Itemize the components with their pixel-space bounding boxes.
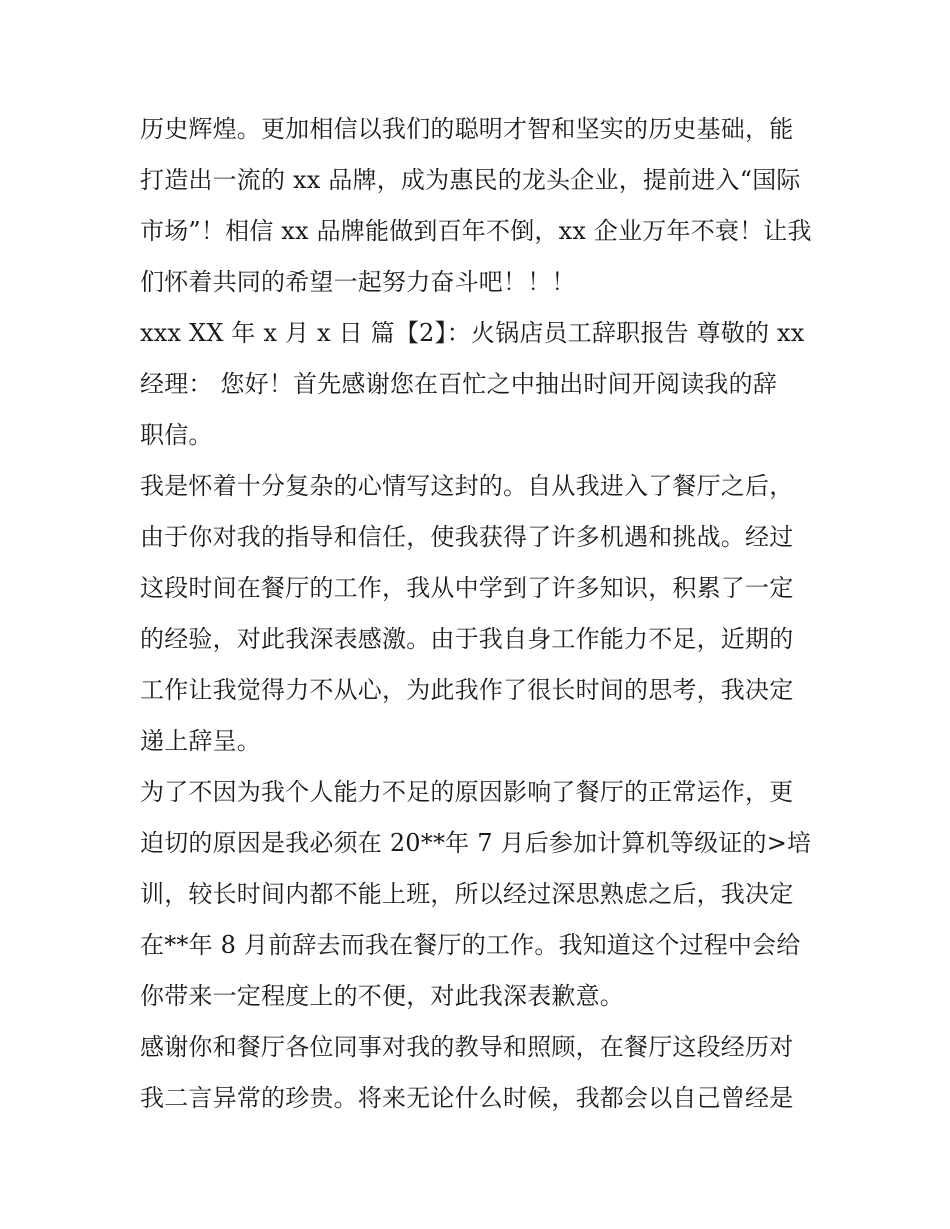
text-line: 我是怀着十分复杂的心情写这封的。自从我进入了餐厅之后， <box>140 472 794 500</box>
paragraph-4 <box>140 767 812 1022</box>
text-line: 打造出一流的 xx 品牌，成为惠民的龙头企业，提前进入“国际 <box>140 166 801 194</box>
paragraph-2 <box>140 308 812 461</box>
text-line: 迫切的原因是我必须在 20**年 7 月后参加计算机等级证的>培 <box>140 829 812 857</box>
text-line: 们怀着共同的希望一起努力奋斗吧！！！ <box>140 268 576 296</box>
text-line: 递上辞呈。 <box>140 727 261 755</box>
text-line: 市场”！相信 xx 品牌能做到百年不倒，xx 企业万年不衰！让我 <box>140 217 812 245</box>
text-line: 感谢你和餐厅各位同事对我的教导和照顾，在餐厅这段经历对 <box>140 1033 794 1061</box>
text-line: 经理： 您好！首先感谢您在百忙之中抽出时间开阅读我的辞 <box>140 370 778 398</box>
text-line: xxx XX 年 x 月 x 日 篇【2】：火锅店员工辞职报告 尊敬的 xx <box>140 319 805 347</box>
text-line: 的经验，对此我深表感激。由于我自身工作能力不足，近期的 <box>140 625 794 653</box>
paragraph-3 <box>140 461 812 767</box>
text-line: 你带来一定程度上的不便，对此我深表歉意。 <box>140 982 624 1010</box>
document-body <box>140 104 812 1124</box>
paragraph-1 <box>140 104 812 308</box>
text-line: 训，较长时间内都不能上班，所以经过深思熟虑之后，我决定 <box>140 880 794 908</box>
text-line: 这段时间在餐厅的工作，我从中学到了许多知识，积累了一定 <box>140 574 794 602</box>
text-line: 职信。 <box>140 421 213 449</box>
text-line: 为了不因为我个人能力不足的原因影响了餐厅的正常运作，更 <box>140 778 794 806</box>
text-line: 工作让我觉得力不从心，为此我作了很长时间的思考，我决定 <box>140 676 794 704</box>
text-line: 我二言异常的珍贵。将来无论什么时候，我都会以自己曾经是 <box>140 1084 794 1112</box>
text-line: 历史辉煌。更加相信以我们的聪明才智和坚实的历史基础，能 <box>140 115 794 143</box>
text-line: 在**年 8 月前辞去而我在餐厅的工作。我知道这个过程中会给 <box>140 931 801 959</box>
text-line: 由于你对我的指导和信任，使我获得了许多机遇和挑战。经过 <box>140 523 794 551</box>
paragraph-5 <box>140 1022 812 1124</box>
